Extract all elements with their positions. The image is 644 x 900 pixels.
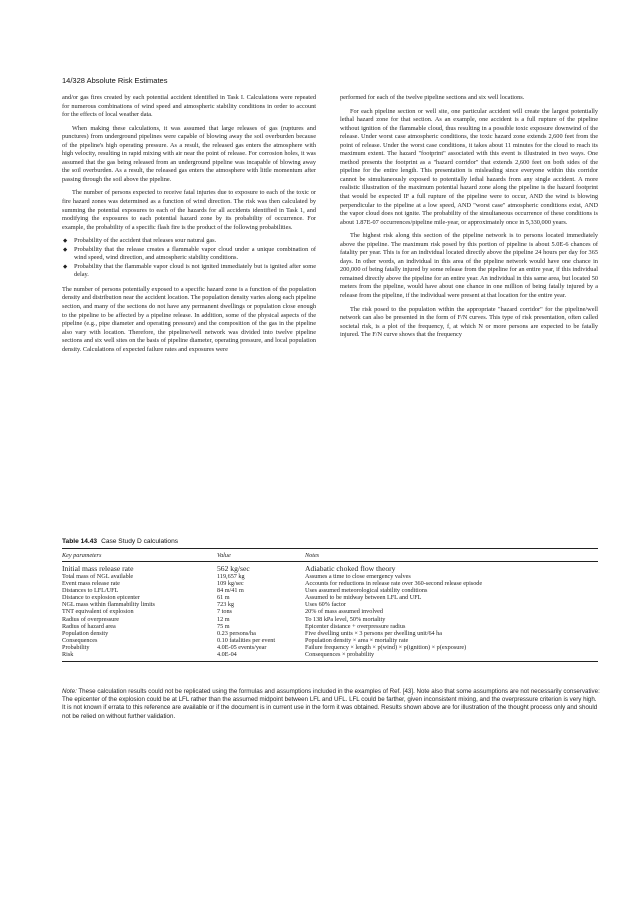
table-cell: Assumed to be midway between LFL and UFL <box>305 594 422 602</box>
note-label: Note: <box>62 688 77 695</box>
right-text-column <box>340 94 598 345</box>
table-row <box>62 580 598 587</box>
table-cell: Probability <box>62 643 90 651</box>
table-cell: 0.23 persons/ha <box>217 629 256 637</box>
column-header: Key parameters <box>62 551 102 559</box>
table-cell: Consequences × probability <box>305 651 375 659</box>
paragraph: and/or gas fires created by each potential accident identified in Task I. Calculations were repeated for numerous combinations of wind speed and atmospheric stability conditions in order to account for the effects of local weather data. <box>62 94 316 119</box>
table-cell: Population density × area × mortality rate <box>305 636 409 644</box>
left-text-column <box>62 94 316 359</box>
table-row <box>62 564 598 573</box>
bullet-item: ◆ Probability that the release creates a flammable vapor cloud under a unique combination of wind speed, wind direction, and atmospheric stability conditions. <box>74 246 316 263</box>
table-row <box>62 616 598 623</box>
table-cell: 75 m <box>217 622 230 630</box>
table-cell: Total mass of NGL available <box>62 573 134 580</box>
note-text: These calculation results could not be replicated using the formulas and assumptions included in the examples of Ref. [43]. Note also that some assumptions are not necessarily conservative: The epicenter of the explosion could be at LFL rather than the assumed midpoint between LFL and UFL. LFL could be farther, given inconsistent mixing, and the overpressure criterion is very high. It is not known if errata to this reference are available or if the document is in current use in the form it was obtained. Results shown above are for illustration of the thought process only and should not be relied on without further validation. <box>62 688 600 720</box>
table-cell: Consequences <box>62 636 98 644</box>
table-cell: 109 kg/sec <box>217 580 244 588</box>
table-body <box>62 564 598 661</box>
table-cell: Distance to explosion epicenter <box>62 594 140 602</box>
table-number: Table 14.43 <box>62 538 98 545</box>
table-title: Case Study D calculations <box>101 538 179 545</box>
running-header: 14/328 Absolute Risk Estimates <box>62 76 168 85</box>
table-cell: Five dwelling units × 3 persons per dwelling unit/64 ha <box>305 629 443 637</box>
table-row <box>62 644 598 651</box>
table-cell: 119,657 kg <box>217 573 245 580</box>
paragraph: The highest risk along this section of the pipeline network is to persons located immediately above the pipeline. The maximum risk posed by this portion of pipeline is about 5.0E-6 chances of fatality per year. This is for an individual located directly above the pipeline 24 hours per day for 365 days. In other words, an individual in this area of the pipeline network would have one chance in 200,000 of being fatally injured by some release from the pipeline for an entire year, if this individual remained directly above the pipeline for an entire year. An individual in this same area, but located 50 meters from the pipeline, would have about one chance in one million of being fatally injured by a release from the pipeline, if the individual were present at that location for the entire year. <box>340 232 598 300</box>
table-cell: Event mass release rate <box>62 580 120 588</box>
table-row <box>62 601 598 608</box>
table-cell: 84 m/41 m <box>217 587 244 595</box>
table-caption <box>62 538 178 545</box>
table-cell: Uses assumed meteorological stability conditions <box>305 587 428 595</box>
table-cell: Assumes a time to close emergency valves <box>305 573 411 580</box>
table-cell: 61 m <box>217 594 230 602</box>
table-row <box>62 623 598 630</box>
table-cell: 20% of mass assumed involved <box>305 608 384 616</box>
table-row <box>62 587 598 594</box>
table-row <box>62 651 598 658</box>
table-row <box>62 630 598 637</box>
table-cell: TNT equivalent of explosion <box>62 608 134 616</box>
table-cell: 723 kg <box>217 601 235 609</box>
table-cell: NGL mass within flammability limits <box>62 601 155 609</box>
table-cell: 4.0E-05 events/year <box>217 643 267 651</box>
bullet-list <box>62 237 316 280</box>
table-cell: Initial mass release rate <box>62 564 134 573</box>
paragraph: When making these calculations, it was assumed that large releases of gas (ruptures and punctures) from underground pipelines were capable of blowing away the soil overburden because of the pipeline's high operating pressure. As a result, the released gas enters the atmosphere with high velocity, resulting in rapid mixing with air near the point of release. For corrosion holes, it was assumed that the gas being released from an underground pipeline was incapable of blowing away the soil overburden. As a result, the released gas enters the atmosphere with little momentum after passing through the soil above the pipeline. <box>62 124 316 183</box>
table-note <box>62 688 600 721</box>
table-cell: Risk <box>62 651 74 659</box>
table-header-row <box>62 549 598 562</box>
table-cell: Failure frequency × length × p(wind) × p(ignition) × p(exposure) <box>305 643 467 651</box>
table-cell: 562 kg/sec <box>217 564 250 573</box>
bullet-item: ◆ Probability of the accident that releases sour natural gas. <box>74 237 316 246</box>
table-row <box>62 608 598 615</box>
table-cell: 4.0E-04 <box>217 651 237 659</box>
table-cell: Radius of hazard area <box>62 622 116 630</box>
paragraph: performed for each of the twelve pipeline sections and six well locations. <box>340 94 525 101</box>
paragraph: The number of persons potentially exposed to a specific hazard zone is a function of the population density and distribution near the accident location. The population density varies along each pipeline section, and many of the sections do not have any permanent dwellings or population close enough to the pipeline to be affected by a pipeline release. In addition, some of the physical aspects of the pipeline (e.g., pipe diameter and operating pressure) and the composition of the gas in the pipeline also vary with location. Therefore, the pipeline/well network was divided into twelve pipeline sections and six well sites on the basis of pipeline diameter, operating pressure, and local population density. Calculations of expected failure rates and exposures were <box>62 285 316 353</box>
table-row <box>62 594 598 601</box>
table-cell: 12 m <box>217 615 230 623</box>
paragraph: For each pipeline section or well site, one particular accident will create the largest potentially lethal hazard zone for that section. As an example, one accident is a full rupture of the pipeline without ignition of the flammable cloud, thus resulting in a possible toxic exposure downwind of the release. Under worst case atmospheric conditions, the toxic hazard zone extends 2,600 feet from the point of release. Under the worst case conditions, it takes about 11 minutes for the cloud to reach its maximum extent. The hazard "footprint" associated with this event is illustrated in two ways. One method presents the footprint as a "hazard corridor" that extends 2,600 feet on both sides of the pipeline for the entire length. This presentation is misleading since everyone within this corridor cannot be simultaneously exposed to potentially lethal hazards from any single accident. A more realistic illustration of the maximum potential hazard zone along the pipeline is the hazard footprint that would be expected IF a full rupture of the pipeline were to occur, AND the wind is blowing perpendicular to the pipeline at a low speed, AND "worst case" atmospheric conditions exist, AND the vapor cloud does not ignite. The probability of the simultaneous occurrence of these conditions is about 1.87E-07 occurrences/pipeline mile-year, or approximately once in 5,330,000 years. <box>340 107 598 226</box>
table-cell: Uses 60% factor <box>305 601 346 609</box>
table-cell: Adiabatic choked flow theory <box>305 564 396 573</box>
column-header: Value <box>217 551 231 559</box>
paragraph: The risk posed to the population within the appropriate "hazard corridor" for the pipeline/well network can also be presented in the form of F/N curves. This type of risk presentation, often called societal risk, is a plot of the frequency, f, at which N or more persons are expected to be fatally injured. The F/N curve shows that the frequency <box>340 305 598 339</box>
table-cell: Distances to LFL/UFL <box>62 587 119 595</box>
table-cell: To 138 kPa level, 50% mortality <box>305 615 386 623</box>
table-row <box>62 637 598 644</box>
column-header: Notes <box>305 551 320 559</box>
table-cell: 0.10 fatalities per event <box>217 636 276 644</box>
table-cell: 7 tons <box>217 608 232 616</box>
paragraph: The number of persons expected to receive fatal injuries due to exposure to each of the toxic or fire hazard zones was determined as a function of wind direction. The risk was then calculated by summing the potential exposures to each of the hazards for all accidents identified in Task 1, and modifying the exposures to each potential hazard zone by its probability of occurrence. For example, the probability of a specific flash fire is the product of the following probabilities. <box>62 189 316 231</box>
bullet-item: ◆ Probability that the flammable vapor cloud is not ignited immediately but is ignited after some delay. <box>74 263 316 280</box>
table-cell: Epicenter distance + overpressure radius <box>305 622 406 630</box>
table-cell: Population density <box>62 629 109 637</box>
table-row <box>62 573 598 580</box>
table-cell: Radius of overpressure <box>62 615 120 623</box>
table-cell: Accounts for reductions in release rate over 360-second release episode <box>305 580 483 588</box>
calculations-table <box>62 548 598 662</box>
